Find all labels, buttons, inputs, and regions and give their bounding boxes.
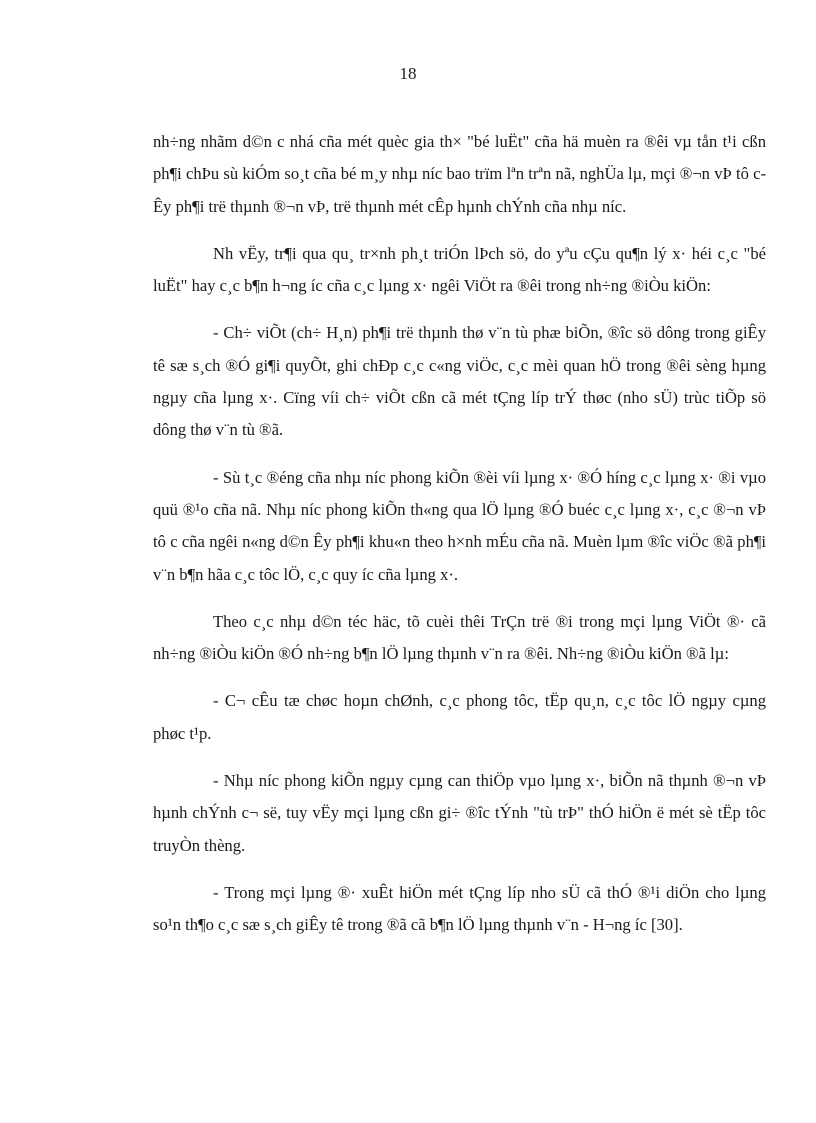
body-text: [153, 126, 766, 942]
list-item: - Nhµ níc phong kiÕn ngµy cµng can thiÖp vµo lµng x·, biÕn nã thµnh ®¬n vÞ hµnh chÝnh c¬ së, tuy vËy mçi lµng cßn gi÷ ®îc tÝnh "tù trÞ" thÓ hiÖn ë mét sè tËp tôc truyÒn thèng.: [153, 771, 766, 855]
paragraph: Nh vËy, tr¶i qua qu¸ tr×nh ph¸t triÓn lÞch sö, do yªu cÇu qu¶n lý x· héi c¸c "bé luËt" hay c¸c b¶n h¬ng íc cña c¸c lµng x· ngêi ViÖt ra ®êi trong nh÷ng ®iÒu kiÖn:: [153, 243, 766, 296]
list-item: - C¬ cÊu tæ chøc hoµn chØnh, c¸c phong tôc, tËp qu¸n, c¸c tôc lÖ ngµy cµng phøc t¹p.: [153, 691, 766, 743]
paragraph: nh÷ng nhãm d©n c nhá cña mét quèc gia th× "bé luËt" cña hä muèn ra ®êi vµ tån t¹i cßn ph¶i chÞu sù kiÓm so¸t cña bé m¸y nhµ níc bao trïm lªn trªn nã, nghÜa lµ, mçi ®¬n vÞ tô c Êy ph¶i trë thµnh ®¬n vÞ, trë thµnh mét cÊp hµnh chÝnh cña nhµ níc.: [153, 132, 766, 216]
list-item: - Sù t¸c ®éng cña nhµ níc phong kiÕn ®èi víi lµng x· ®Ó híng c¸c lµng x· ®i vµo quü ®¹o cña nã. Nhµ níc phong kiÕn th«ng qua lÖ lµng ®Ó buéc c¸c lµng x·, c¸c ®¬n vÞ tô c cña ngêi n«ng d©n Êy ph¶i khu«n theo h×nh mÉu cña nã. Muèn lµm ®îc viÖc ®ã ph¶i v¨n b¶n hãa c¸c tôc lÖ, c¸c quy íc cña lµng x·.: [153, 467, 766, 584]
paragraph: Theo c¸c nhµ d©n téc häc, tõ cuèi thêi TrÇn trë ®i trong mçi lµng ViÖt ®· cã nh÷ng ®iÒu kiÖn ®Ó nh÷ng b¶n lÖ lµng thµnh v¨n ra ®êi. Nh÷ng ®iÒu kiÖn ®ã lµ:: [153, 611, 766, 664]
list-item: - Trong mçi lµng ®· xuÊt hiÖn mét tÇng líp nho sÜ cã thÓ ®¹i diÖn cho lµng so¹n th¶o c¸c sæ s¸ch giÊy tê trong ®ã cã b¶n lÖ lµng thµnh v¨n - H¬ng íc [30].: [153, 882, 766, 935]
page-number: 18: [399, 64, 417, 83]
list-item: - Ch÷ viÕt (ch÷ H¸n) ph¶i trë thµnh thø v¨n tù phæ biÕn, ®îc sö dông trong giÊy tê sæ s¸ch ®Ó gi¶i quyÕt, ghi chÐp c¸c c«ng viÖc, c¸c mèi quan hÖ trong ®êi sèng hµng ngµy cña lµng x·. Cïng víi ch÷ viÕt cßn cã mét tÇng líp trÝ thøc (nho sÜ) trùc tiÕp sö dông thø v¨n tù ®ã.: [153, 323, 766, 440]
